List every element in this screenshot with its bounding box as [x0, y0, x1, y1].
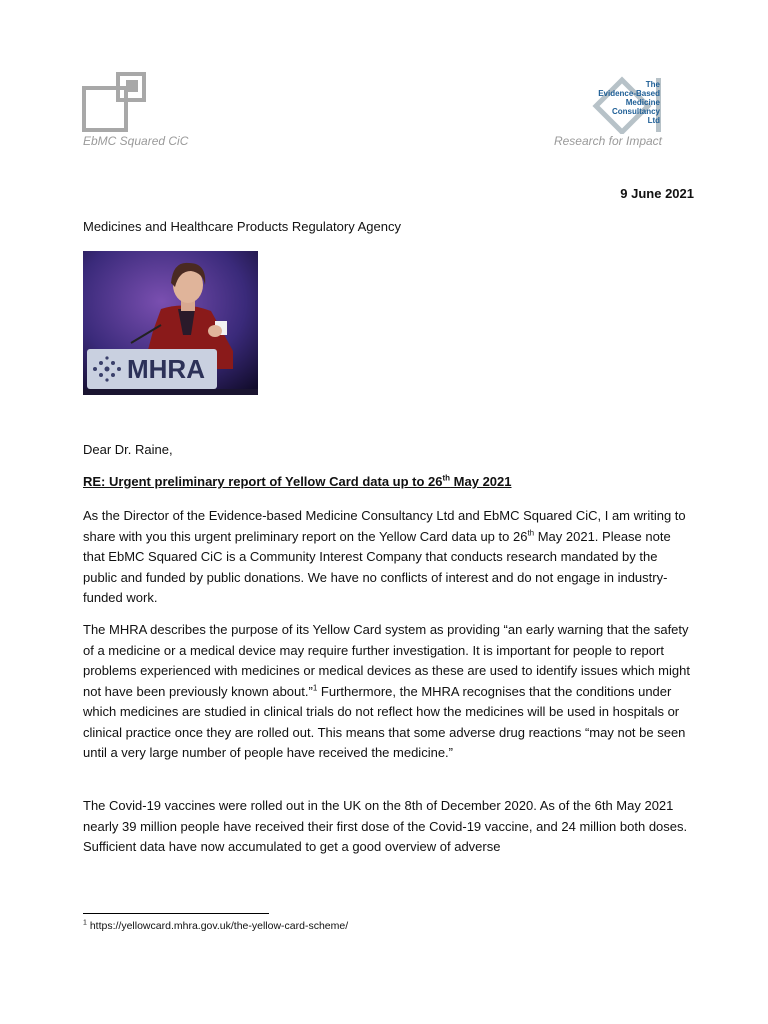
paragraph-introduction [83, 506, 695, 609]
p2-text-b: Furthermore, the MHRA recognises that the conditions under which medicines are studied in clinical trials do not reflect how the medicines will be used in hospitals or clinical practice once they are rolled out. This means that some adverse drug reactions “may not be seen until a very large number of people have received the medicine.” [83, 683, 686, 760]
squares-logo-icon [82, 72, 148, 134]
subject-prefix: RE: Urgent preliminary report of Yellow Card data up to 26 [83, 474, 443, 489]
paragraph-yellow-card-purpose [83, 620, 695, 764]
recipient-organization: Medicines and Healthcare Products Regulatory Agency [83, 219, 401, 234]
subject-suffix: May 2021 [450, 474, 512, 489]
subject-superscript: th [442, 473, 451, 483]
subject-line [83, 474, 512, 489]
mhra-speaker-image [83, 251, 258, 395]
p1-text-a: As the Director of the Evidence-based Medicine Consultancy Ltd and EbMC Squared CiC, I am writing to share with you this urgent preliminary report on the Yellow Card data up to 26 [83, 508, 686, 544]
footnote-divider [83, 913, 269, 914]
footnote-reference: 1 [312, 683, 318, 693]
ebmc-caption: EbMC Squared CiC [83, 134, 189, 148]
ebm-consultancy-name: The Evidence-Based Medicine Consultancy Ltd [598, 80, 660, 125]
speaker-photo [83, 251, 258, 395]
ebm-consultancy-logo [540, 76, 664, 152]
p1-text-b: May 2021. Please note that EbMC Squared CiC is a Community Interest Company that conducts research mandated by the public and funded by public donations. We have no conflicts of interest and do not engage in industry-funded work. [83, 528, 671, 605]
paragraph-vaccine-rollout: The Covid-19 vaccines were rolled out in the UK on the 8th of December 2020. As of the 6th May 2021 nearly 39 million people have received their first dose of the Covid-19 vaccine, and 24 million both doses. Sufficient data have now accumulated to get a good overview of adverse [83, 798, 688, 854]
ebmc-squared-logo [82, 72, 202, 152]
footnote-marker: 1 [83, 919, 87, 927]
research-for-impact-tagline: Research for Impact [553, 134, 662, 148]
letter-date: 9 June 2021 [620, 186, 694, 201]
salutation: Dear Dr. Raine, [83, 442, 173, 457]
footnote-link[interactable]: https://yellowcard.mhra.gov.uk/the-yellow-card-scheme/ [86, 920, 349, 932]
p1-superscript: th [527, 528, 535, 538]
p2-text-a: The MHRA describes the purpose of its Yellow Card system as providing “an early warning that the safety of a medicine or a medical device may require further investigation. It is important for people to report problems experienced with medicines or medical devices as these are used to identify issues which might not have been previously known about.” [83, 622, 690, 699]
footnote [83, 920, 348, 932]
mhra-sign-text: MHRA [127, 354, 205, 384]
